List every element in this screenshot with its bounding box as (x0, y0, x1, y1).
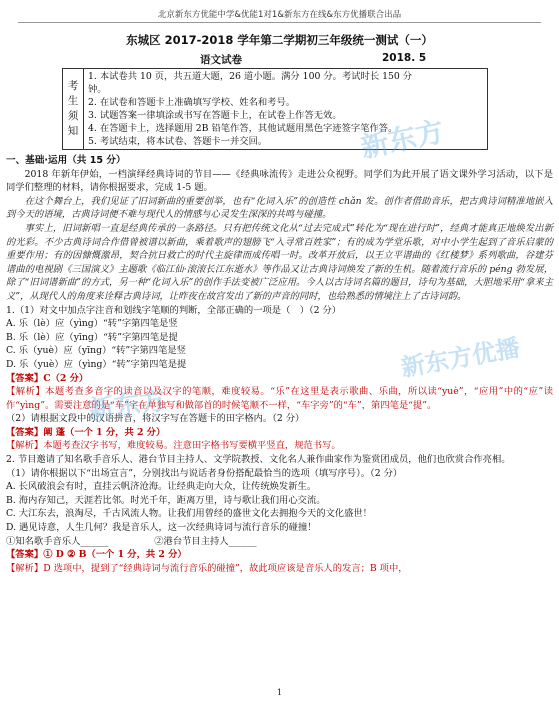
question-option: B. 乐（lè）应（yīng）“转”字第四笔是提 (6, 331, 178, 343)
notes-label-char: 考 (67, 80, 79, 92)
section-heading: 一、基础·运用（共 15 分） (6, 155, 126, 166)
analysis-text: 【解析】本题考查汉字书写，难度较易。注意田字格书写要横平竖直，规范书写。 (6, 440, 341, 452)
header-banner: 北京新东方优能中学&优能1对1&新东方在线&东方优播联合出品 (157, 10, 402, 20)
exam-content (6, 154, 553, 575)
notes-item: 钟。 (88, 84, 107, 95)
question-option: D. 遇见诗意，人生几何？我是音乐人，这一次经典诗词与流行音乐的碰撞！ (6, 522, 317, 534)
notes-label-char: 须 (67, 110, 79, 122)
section-intro: 2018 年新年伊始，一档演绎经典诗词的节目——《经典咏流传》走进公众视野。同学们为此开展了语文课外学习活动，以下是同学们整理的材料，请你根据要求，完成 1-5 题。 (6, 168, 553, 194)
notes-body (84, 69, 487, 149)
blank-line (6, 535, 553, 549)
notes-item: 2. 在试卷和答题卡上准确填写学校、姓名和考号。 (88, 97, 296, 108)
notes-label-char: 知 (67, 125, 79, 137)
question-option: C. 大江东去，浪淘尽，千古风流人物。让我们用曾经的盛世文化去拥抱今天的文化盛世！ (6, 508, 372, 520)
watermark-logo: 新东方优播 (398, 333, 522, 383)
exam-date: 2018. 5 (382, 52, 427, 64)
exam-title: 东城区 2017-2018 学年第二学期初三年级统一测试（一） (126, 33, 433, 47)
notes-label (63, 69, 84, 149)
notes-item: 5. 考试结束，将本试卷、答题卡一并交回。 (88, 136, 268, 147)
question-option: D. 乐（yuè）应（yìng）“转”字第四笔是提 (6, 358, 187, 370)
passage-paragraph: 事实上，旧词新唱一直是经典传承的一条路径。只有把传统文化从“过去完成式”转化为“现在进行时”，经典才能真正地焕发出新的光彩。不少古典诗词合作借曾被谱以新曲，乘着歌声的翅膀飞“入寻常百姓家”；有的成为学堂乐歌，对中小学生起到了音乐启蒙的重要作用；有的因慷慨激昂，契合抗日救亡的时代主旋律而成传唱一时。改革开放后，以王立平谱曲的《红楼梦》系列歌曲，谷建芬谱曲的电视剧《三国演义》主题歌《临江仙·滚滚长江东逝水》等作品又让古典诗词焕发了新的生机。随着流行音乐的 péng 勃发展，除了“旧词谱新曲”的方式，另一种“化词入乐”的创作手法变被广泛应用。今人以古诗词名篇的题目，诗句为基础，大胆地采用“拿来主义”，从现代人的角度来诠释古典诗词，让昨夜在故宫发出了新的声音的同时，也给熟悉的情境注上了古诗词韵。 (6, 222, 553, 302)
blank-1: ①知名歌手音乐人______ (6, 535, 109, 547)
notes-item: 4. 在答题卡上，选择题用 2B 铅笔作答，其他试题用黑色字迹签字笔作答。 (88, 123, 398, 134)
question-option: B. 海内存知己，天涯若比邻。时光千年，距离万里，诗与歌让我们用心交流。 (6, 494, 326, 506)
analysis-text: 【解析】本题考查多音字的读音以及汉字的笔顺，难度较易。“乐”在这里是表示歌曲、乐曲，所以读“yuè”，“应用”中的“应”读作“yìng”。需要注意的是“车”字在单独写和做部首的时候笔顺不一样，“车字旁”的“车”，第四笔是“提”。 (6, 386, 553, 411)
answer-line: 【答案】C（2 分） (6, 372, 89, 384)
question-stem: 2. 节目邀请了知名歌手音乐人、港台节目主持人、文学院教授、文化名人兼作曲家作为鉴赏团成员，他们也欣赏合作亮相。 (6, 454, 511, 466)
question-stem: 1.（1）对文中加点字注音和划线字笔顺的判断，全部正确的一项是（ ）（2 分） (6, 304, 342, 316)
answer-line: 【答案】① D ② B（一个 1 分，共 2 分） (6, 549, 187, 561)
header-divider (18, 22, 541, 23)
notes-label-char: 生 (67, 95, 79, 107)
watermark-logo: 新东方 (357, 114, 447, 165)
question-option: A. 乐（lè）应（yìng）“转”字第四笔是竖 (6, 318, 178, 330)
question-option: A. 长风破浪会有时，直挂云帆济沧海。让经典走向大众，让传统焕发新生。 (6, 481, 317, 493)
notes-item: 1. 本试卷共 10 页，共五道大题，26 道小题。满分 100 分。考试时长 150 分 (88, 71, 413, 82)
blank-2: ②港台节目主持人______ (154, 535, 257, 547)
question-subpart: （1）请你根据以下“出场宣言”，分别找出与说话者身份搭配最恰当的选项（填写序号）。（2 分） (6, 467, 403, 479)
analysis-text: 【解析】D 选项中，提到了“经典诗词与流行音乐的碰撞”，故此项应该是音乐人的发言；B 项中， (6, 562, 408, 574)
passage-paragraph: 在这个舞台上，我们见证了旧词新曲的重要创举，也有“化词入乐”的创造性 chǎn 发。创作者借助音乐，把古典诗词精准地嵌入到今天的语境，古典诗词便不难与现代人的情感与心灵发生深深的共鸣与碰撞。 (6, 195, 553, 221)
exam-subtitle: 语文试卷 (200, 54, 242, 66)
question-option: C. 乐（yuè）应（yīng）“转”字第四笔是竖 (6, 345, 186, 357)
notes-item: 3. 试题答案一律填涂或书写在答题卡上，在试卷上作答无效。 (88, 110, 342, 121)
question-subpart: （2）请根据文段中的汉语拼音，将汉字写在答题卡的田字格内。（2 分） (6, 413, 305, 425)
page-number: 1 (276, 688, 283, 697)
watermark-logo: 新东方 (86, 385, 169, 427)
answer-line: 【答案】阐 蓬（一个 1 分，共 2 分） (6, 426, 166, 438)
candidate-notes-box (62, 68, 488, 150)
